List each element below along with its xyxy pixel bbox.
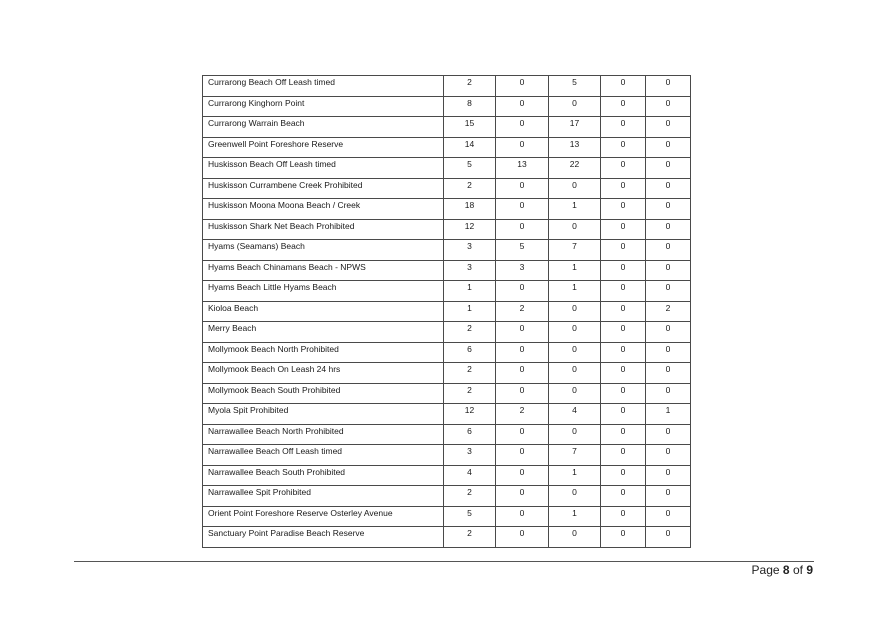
count-cell: 0 <box>496 137 549 158</box>
location-name-cell: Mollymook Beach North Prohibited <box>203 342 444 363</box>
count-cell: 0 <box>601 301 646 322</box>
count-cell: 0 <box>646 281 691 302</box>
count-cell: 0 <box>646 383 691 404</box>
count-cell: 0 <box>496 199 549 220</box>
count-cell: 0 <box>646 445 691 466</box>
count-cell: 0 <box>601 363 646 384</box>
count-cell: 12 <box>444 404 496 425</box>
count-cell: 0 <box>601 158 646 179</box>
count-cell: 2 <box>444 178 496 199</box>
table-row <box>203 281 691 302</box>
count-cell: 0 <box>601 240 646 261</box>
location-name-cell: Currarong Warrain Beach <box>203 117 444 138</box>
count-cell: 0 <box>549 486 601 507</box>
count-cell: 0 <box>646 96 691 117</box>
count-cell: 0 <box>646 137 691 158</box>
count-cell: 3 <box>444 240 496 261</box>
location-name-cell: Hyams Beach Little Hyams Beach <box>203 281 444 302</box>
count-cell: 0 <box>549 424 601 445</box>
count-cell: 0 <box>549 322 601 343</box>
count-cell: 1 <box>549 199 601 220</box>
count-cell: 0 <box>601 260 646 281</box>
table-row <box>203 424 691 445</box>
count-cell: 0 <box>549 96 601 117</box>
table-row <box>203 301 691 322</box>
location-name-cell: Mollymook Beach On Leash 24 hrs <box>203 363 444 384</box>
table-row <box>203 527 691 548</box>
count-cell: 0 <box>646 506 691 527</box>
location-name-cell: Merry Beach <box>203 322 444 343</box>
count-cell: 1 <box>549 260 601 281</box>
count-cell: 0 <box>496 383 549 404</box>
count-cell: 4 <box>549 404 601 425</box>
count-cell: 0 <box>549 363 601 384</box>
table-row <box>203 240 691 261</box>
table-row <box>203 383 691 404</box>
count-cell: 1 <box>646 404 691 425</box>
of-word: of <box>792 563 803 577</box>
count-cell: 0 <box>646 465 691 486</box>
count-cell: 0 <box>601 465 646 486</box>
table-row <box>203 506 691 527</box>
count-cell: 0 <box>549 178 601 199</box>
count-cell: 0 <box>601 137 646 158</box>
count-cell: 0 <box>646 240 691 261</box>
count-cell: 2 <box>496 301 549 322</box>
location-name-cell: Huskisson Beach Off Leash timed <box>203 158 444 179</box>
count-cell: 0 <box>646 199 691 220</box>
count-cell: 3 <box>444 445 496 466</box>
table-row <box>203 363 691 384</box>
location-name-cell: Huskisson Moona Moona Beach / Creek <box>203 199 444 220</box>
table-row <box>203 158 691 179</box>
count-cell: 5 <box>444 506 496 527</box>
table-row <box>203 404 691 425</box>
count-cell: 0 <box>601 322 646 343</box>
table-row <box>203 445 691 466</box>
count-cell: 0 <box>601 199 646 220</box>
table-row <box>203 178 691 199</box>
footer-divider <box>74 561 814 562</box>
count-cell: 0 <box>496 445 549 466</box>
count-cell: 0 <box>646 219 691 240</box>
count-cell: 8 <box>444 96 496 117</box>
count-cell: 5 <box>496 240 549 261</box>
location-name-cell: Hyams (Seamans) Beach <box>203 240 444 261</box>
count-cell: 0 <box>601 404 646 425</box>
count-cell: 0 <box>601 117 646 138</box>
count-cell: 0 <box>496 363 549 384</box>
beach-data-table <box>202 75 691 548</box>
total-page-count: 9 <box>806 563 813 577</box>
location-name-cell: Orient Point Foreshore Reserve Osterley Avenue <box>203 506 444 527</box>
count-cell: 1 <box>549 281 601 302</box>
count-cell: 0 <box>496 322 549 343</box>
current-page-number: 8 <box>782 563 790 577</box>
count-cell: 0 <box>496 178 549 199</box>
table-row <box>203 199 691 220</box>
count-cell: 0 <box>496 219 549 240</box>
location-name-cell: Narrawallee Beach South Prohibited <box>203 465 444 486</box>
location-name-cell: Narrawallee Beach Off Leash timed <box>203 445 444 466</box>
count-cell: 0 <box>601 486 646 507</box>
table-row <box>203 465 691 486</box>
count-cell: 2 <box>444 486 496 507</box>
table-row <box>203 219 691 240</box>
count-cell: 0 <box>646 342 691 363</box>
count-cell: 0 <box>549 527 601 548</box>
location-name-cell: Narrawallee Beach North Prohibited <box>203 424 444 445</box>
count-cell: 0 <box>646 363 691 384</box>
table-body <box>203 76 691 548</box>
count-cell: 0 <box>549 301 601 322</box>
count-cell: 0 <box>601 383 646 404</box>
count-cell: 7 <box>549 240 601 261</box>
count-cell: 0 <box>496 96 549 117</box>
count-cell: 13 <box>496 158 549 179</box>
count-cell: 0 <box>601 96 646 117</box>
count-cell: 0 <box>496 342 549 363</box>
count-cell: 0 <box>646 117 691 138</box>
count-cell: 17 <box>549 117 601 138</box>
location-name-cell: Hyams Beach Chinamans Beach - NPWS <box>203 260 444 281</box>
count-cell: 0 <box>496 281 549 302</box>
count-cell: 0 <box>646 322 691 343</box>
location-name-cell: Currarong Kinghorn Point <box>203 96 444 117</box>
location-name-cell: Sanctuary Point Paradise Beach Reserve <box>203 527 444 548</box>
count-cell: 0 <box>601 424 646 445</box>
count-cell: 1 <box>444 281 496 302</box>
count-cell: 5 <box>444 158 496 179</box>
count-cell: 0 <box>646 527 691 548</box>
count-cell: 0 <box>496 117 549 138</box>
count-cell: 2 <box>444 527 496 548</box>
count-cell: 0 <box>601 445 646 466</box>
count-cell: 0 <box>496 424 549 445</box>
count-cell: 2 <box>444 322 496 343</box>
count-cell: 0 <box>496 76 549 97</box>
count-cell: 13 <box>549 137 601 158</box>
count-cell: 1 <box>549 465 601 486</box>
table-row <box>203 137 691 158</box>
location-name-cell: Narrawallee Spit Prohibited <box>203 486 444 507</box>
count-cell: 0 <box>646 486 691 507</box>
location-name-cell: Mollymook Beach South Prohibited <box>203 383 444 404</box>
count-cell: 0 <box>496 527 549 548</box>
location-name-cell: Greenwell Point Foreshore Reserve <box>203 137 444 158</box>
page-word: Page <box>751 563 780 577</box>
count-cell: 0 <box>549 219 601 240</box>
count-cell: 0 <box>646 260 691 281</box>
count-cell: 0 <box>646 424 691 445</box>
location-name-cell: Huskisson Shark Net Beach Prohibited <box>203 219 444 240</box>
count-cell: 0 <box>496 506 549 527</box>
count-cell: 1 <box>444 301 496 322</box>
count-cell: 22 <box>549 158 601 179</box>
count-cell: 2 <box>444 383 496 404</box>
count-cell: 0 <box>496 486 549 507</box>
count-cell: 0 <box>646 76 691 97</box>
count-cell: 6 <box>444 342 496 363</box>
count-cell: 3 <box>444 260 496 281</box>
count-cell: 0 <box>601 527 646 548</box>
table-row <box>203 260 691 281</box>
count-cell: 14 <box>444 137 496 158</box>
table-row <box>203 117 691 138</box>
count-cell: 1 <box>549 506 601 527</box>
count-cell: 2 <box>496 404 549 425</box>
count-cell: 0 <box>601 219 646 240</box>
page-number-footer <box>752 563 813 577</box>
count-cell: 0 <box>601 281 646 302</box>
table-row <box>203 76 691 97</box>
location-name-cell: Huskisson Currambene Creek Prohibited <box>203 178 444 199</box>
count-cell: 0 <box>601 178 646 199</box>
count-cell: 7 <box>549 445 601 466</box>
count-cell: 2 <box>646 301 691 322</box>
count-cell: 15 <box>444 117 496 138</box>
count-cell: 0 <box>496 465 549 486</box>
location-name-cell: Currarong Beach Off Leash timed <box>203 76 444 97</box>
count-cell: 0 <box>601 342 646 363</box>
count-cell: 2 <box>444 363 496 384</box>
count-cell: 0 <box>549 342 601 363</box>
count-cell: 3 <box>496 260 549 281</box>
table-row <box>203 486 691 507</box>
table-row <box>203 342 691 363</box>
count-cell: 18 <box>444 199 496 220</box>
count-cell: 5 <box>549 76 601 97</box>
count-cell: 0 <box>549 383 601 404</box>
count-cell: 2 <box>444 76 496 97</box>
location-name-cell: Myola Spit Prohibited <box>203 404 444 425</box>
count-cell: 0 <box>601 76 646 97</box>
count-cell: 4 <box>444 465 496 486</box>
table-row <box>203 322 691 343</box>
count-cell: 12 <box>444 219 496 240</box>
count-cell: 0 <box>646 178 691 199</box>
location-name-cell: Kioloa Beach <box>203 301 444 322</box>
table-row <box>203 96 691 117</box>
count-cell: 6 <box>444 424 496 445</box>
count-cell: 0 <box>646 158 691 179</box>
beach-table-container <box>202 75 691 548</box>
count-cell: 0 <box>601 506 646 527</box>
